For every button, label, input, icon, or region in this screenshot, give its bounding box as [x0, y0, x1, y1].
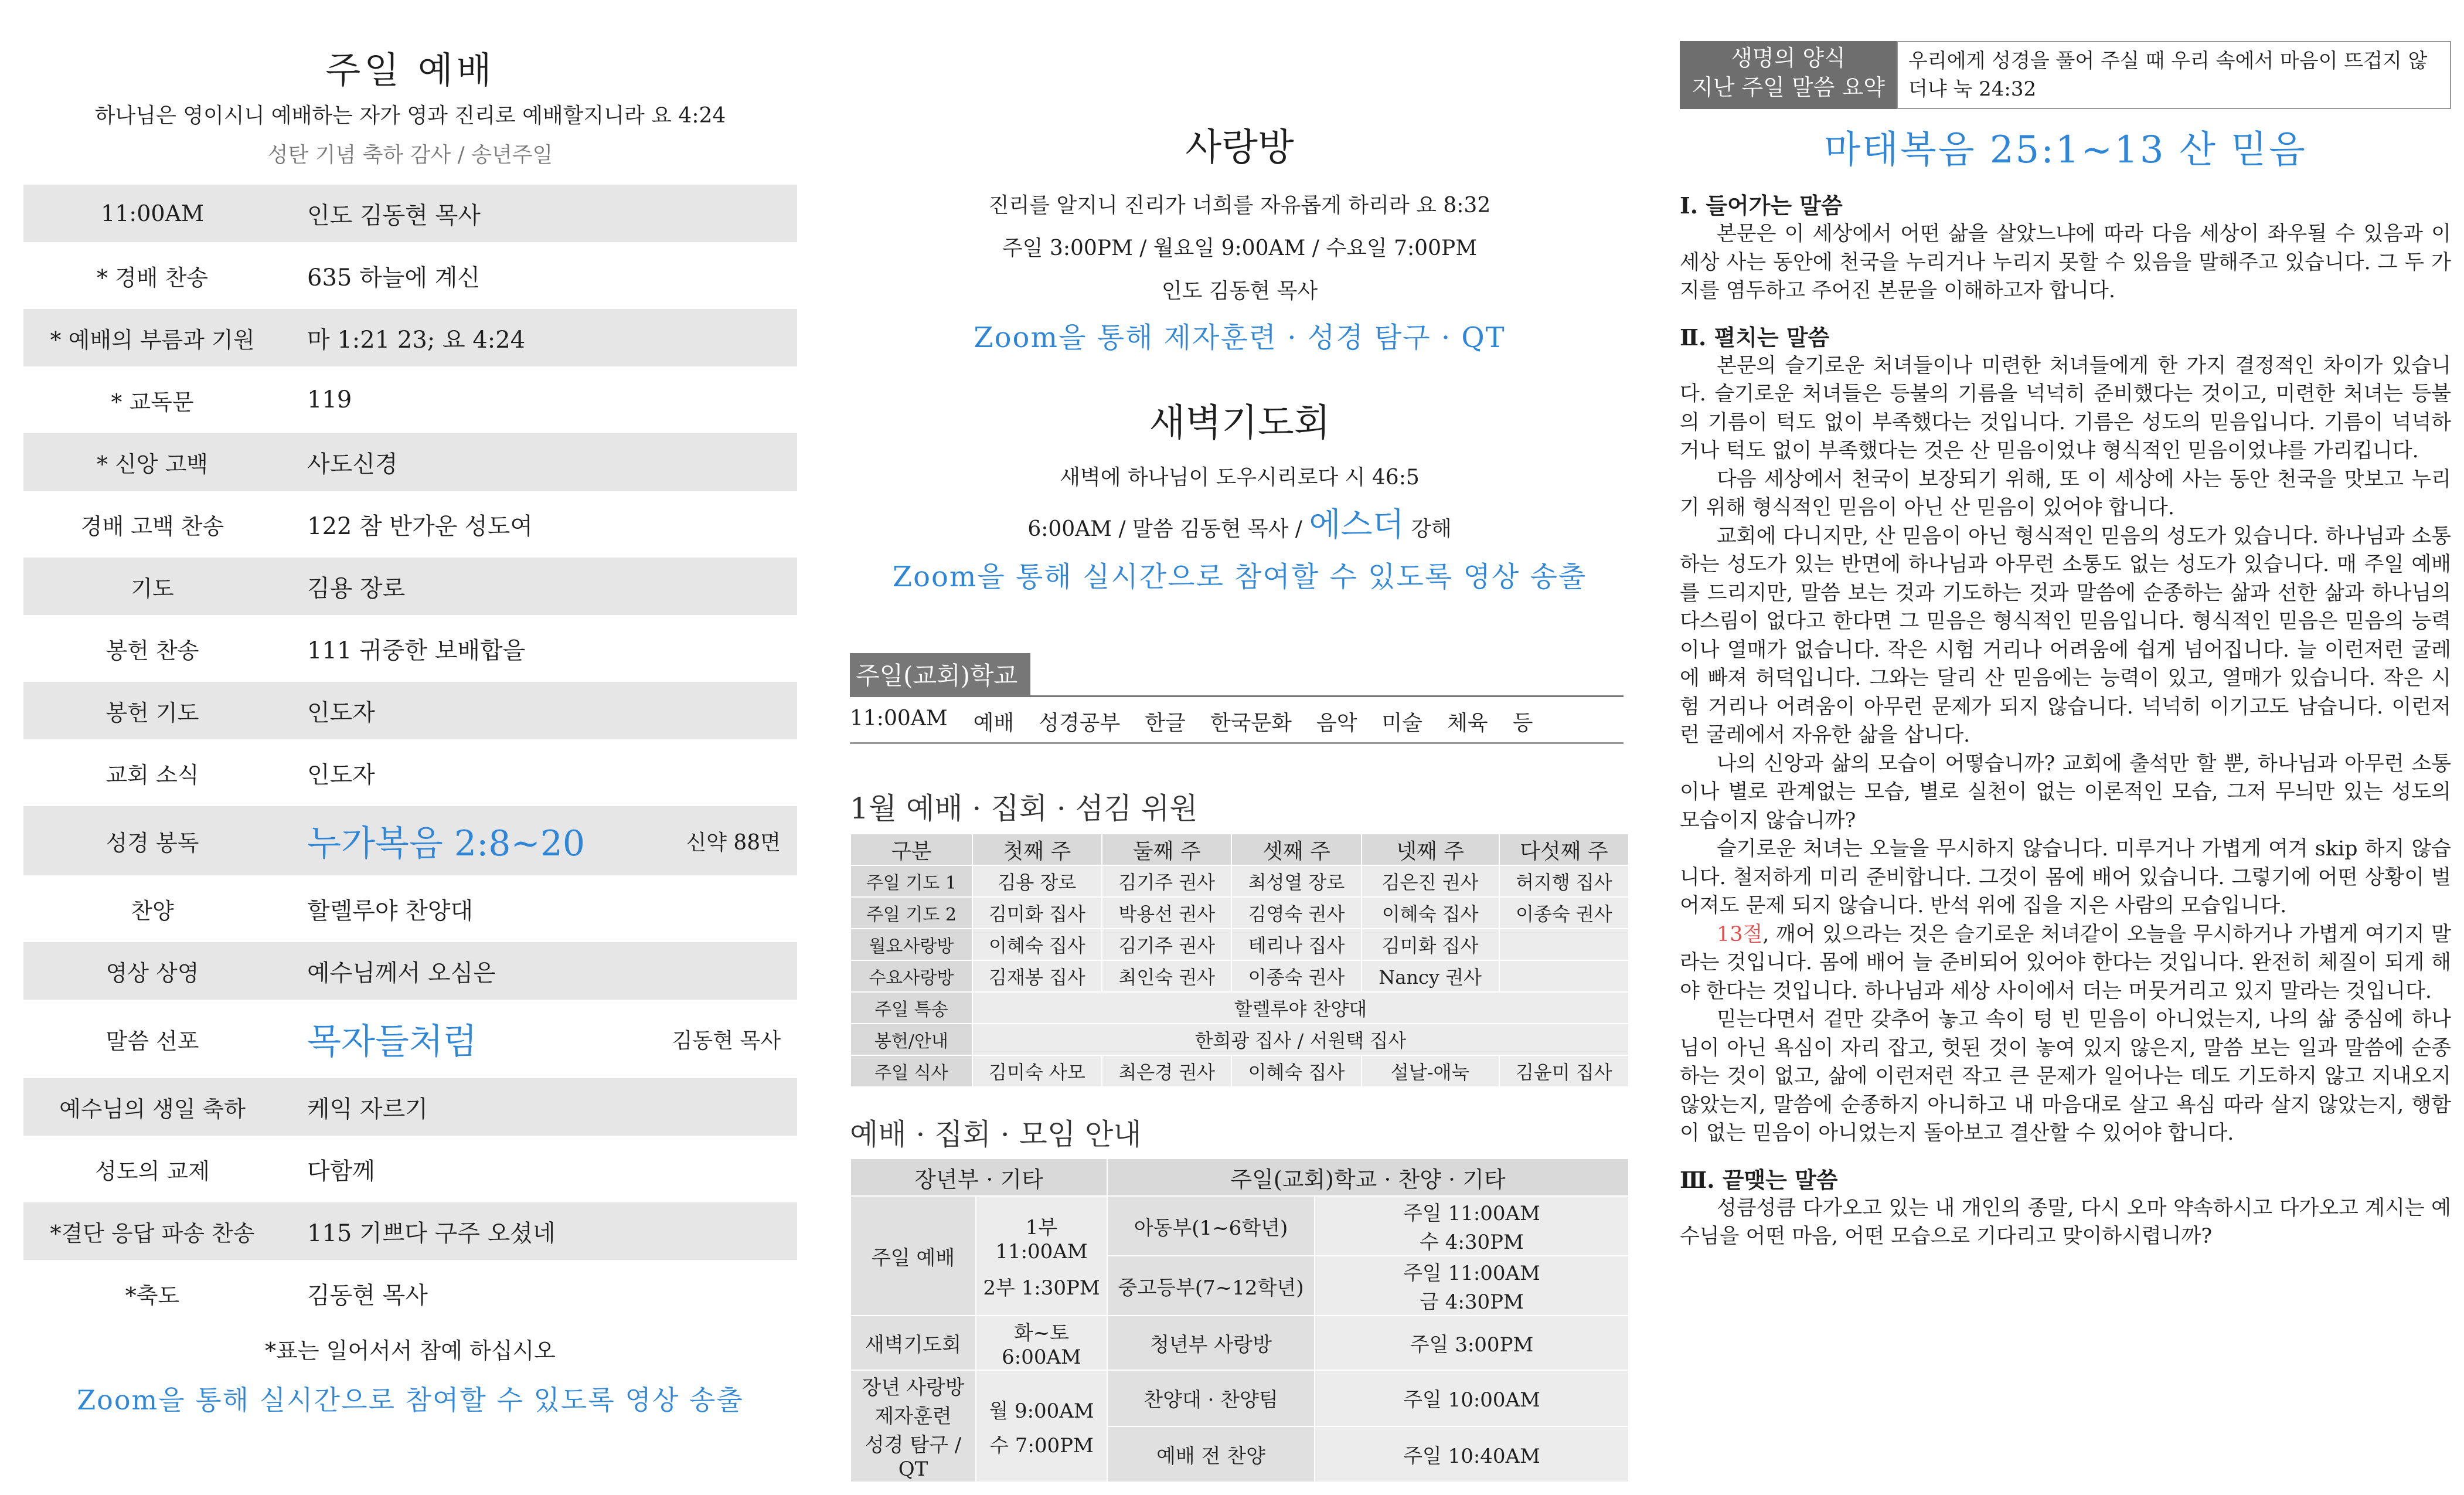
guide-row: [850, 1316, 1629, 1370]
duty-cell: 한희광 집사 / 서원택 집사: [972, 1024, 1629, 1055]
order-value: 김용 장로: [307, 575, 406, 602]
duty-row: [850, 865, 1629, 897]
guide-time-line: 수 4:30PM: [1420, 1231, 1524, 1254]
duty-row: [850, 929, 1629, 960]
duty-row: [850, 897, 1629, 929]
order-value: 115 기쁘다 구주 오셨네: [307, 1219, 556, 1247]
order-label: 예수님의 생일 축하: [59, 1096, 246, 1122]
standing-note: *표는 일어서서 참예 하십시오: [265, 1338, 556, 1364]
zoom-notice: Zoom을 통해 실시간으로 참여할 수 있도록 영상 송출: [77, 1384, 744, 1416]
order-value: 케익 자르기: [307, 1095, 428, 1123]
dawn-verse: 새벽에 하나님이 도우시리로다 시 46:5: [1060, 466, 1420, 490]
duty-cell: 김미숙 사모: [972, 1055, 1102, 1087]
sermon-paragraph: 나의 신앙과 삶의 모습이 어떻습니까? 교회에 출석만 할 뿐, 하나님과 아무런 소통이나 별로 관계없는 모습, 별로 실천이 없는 이론적인 모습, 그저 무늬만 있는 성도의 모습이지 않습니까?: [1680, 752, 2451, 833]
school-section: [850, 653, 1624, 744]
sermon-title: 마태복음 25:1~13 산 믿음: [1824, 128, 2307, 172]
order-value: 인도 김동현 목사: [307, 202, 481, 229]
order-row: [23, 371, 797, 429]
scripture-reading: 누가복음 2:8~20: [307, 823, 586, 864]
duty-cell: 김미화 집사: [972, 897, 1102, 929]
guide-label: 주일 예배: [850, 1196, 976, 1316]
order-label: 성경 봉독: [105, 830, 199, 856]
duty-row-label: 주일 기도 1: [850, 865, 972, 897]
guide-row: [850, 1196, 1629, 1256]
school-item: 미술: [1381, 711, 1423, 735]
order-row: [23, 433, 797, 491]
worship-column: [23, 0, 797, 1495]
order-row: [23, 495, 797, 553]
dawn-zoom: Zoom을 통해 실시간으로 참여할 수 있도록 영상 송출: [892, 560, 1587, 593]
school-tag-rule: [850, 653, 1624, 697]
worship-occasion: 성탄 기념 축하 감사 / 송년주일: [267, 143, 553, 167]
guide-time: 주일 10:40AM: [1315, 1426, 1629, 1483]
duty-row-label: 주일 기도 2: [850, 897, 972, 929]
duty-row: [850, 1055, 1629, 1087]
sermon-paragraph: 성큼성큼 다가오고 있는 내 개인의 종말, 다시 오마 약속하시고 다가오고 계시는 예수님을 어떤 마음, 어떤 모습으로 기다리고 맞이하시렵니까?: [1680, 1196, 2451, 1248]
school-bottom-rule: [850, 742, 1624, 744]
duty-cell: 설날-애눅: [1362, 1055, 1499, 1087]
order-row: [23, 682, 797, 739]
order-value: 인도자: [307, 761, 375, 789]
order-label: 영상 상영: [105, 960, 199, 986]
sermon-header-line: 지난 주일 말씀 요약: [1692, 74, 1885, 100]
order-value: 마 1:21 23; 요 4:24: [307, 326, 526, 354]
duty-cell: 이혜숙 집사: [1362, 897, 1499, 929]
order-row: [23, 1140, 797, 1198]
order-value: 635 하늘에 계신: [307, 264, 480, 291]
duty-cell: 할렐루야 찬양대: [972, 992, 1629, 1024]
duty-cell: 김기주 권사: [1102, 865, 1231, 897]
duty-header: 셋째 주: [1231, 834, 1361, 865]
order-row: [23, 309, 797, 366]
order-label: 11:00AM: [101, 201, 204, 226]
sarangbang-times: 주일 3:00PM / 월요일 9:00AM / 수요일 7:00PM: [1002, 236, 1478, 260]
guide-time: [1315, 1196, 1629, 1256]
verse-ref: 13절: [1717, 922, 1763, 946]
sermon-paragraph: 본문의 슬기로운 처녀들이나 미련한 처녀들에게 한 가지 결정적인 차이가 있습니다. 슬기로운 처녀들은 등불의 기름을 넉넉히 준비했다는 것이고, 미련한 처녀는 등불의 기름이 턱도 없이 부족했다는 것입니다. 기름은 성도의 믿음입니다. 기름이 넉넉하거나 턱도 없이 부족했다는 것은 산 믿음이었냐 형식적인 믿음이었냐를 가리킵니다.: [1680, 354, 2451, 463]
sermon-header: [1680, 41, 2451, 109]
duty-cell: 이혜숙 집사: [1231, 1055, 1361, 1087]
school-item: 한글: [1145, 711, 1186, 735]
order-value: 김동현 목사: [307, 1282, 428, 1309]
order-label: 기도: [131, 575, 174, 602]
duty-cell: 김미화 집사: [1362, 929, 1499, 960]
duty-cell: 이종숙 권사: [1231, 960, 1361, 992]
order-row: [23, 942, 797, 1000]
duty-header-row: [850, 834, 1629, 865]
order-label: *축도: [125, 1282, 180, 1309]
duty-cell: 최은경 권사: [1102, 1055, 1231, 1087]
dawn-time-suffix: 강해: [1411, 517, 1452, 541]
guide-row: [850, 1370, 1629, 1426]
sermon-column: [1680, 0, 2451, 1495]
section-heading: Ⅲ. 끝맺는 말씀: [1680, 1166, 1838, 1193]
section-heading: Ⅱ. 펼치는 말씀: [1680, 324, 1830, 351]
guide-time-line: 주일 11:00AM: [1403, 1202, 1540, 1225]
guide-time: 화~토 6:00AM: [976, 1316, 1107, 1370]
worship-title: 주일 예배: [325, 49, 495, 91]
sermon-paragraph: 본문은 이 세상에서 어떤 삶을 살았느냐에 따라 다음 세상이 좌우될 수 있음과 이 세상 사는 동안에 천국을 누리거나 누리지 못할 수 있음을 말해주고 있습니다. 그 두 가지를 염두하고 주어진 본문을 이해하고자 합니다.: [1680, 222, 2451, 303]
sermon-paragraph: 슬기로운 처녀는 오늘을 무시하지 않습니다. 미루거나 가볍게 여겨 skip 하지 않습니다. 철저하게 미리 준비합니다. 그것이 몸에 배어 있습니다. 그렇기에 어떤 상황이 벌어져도 문제 되지 않습니다. 반석 위에 집을 지은 사람의 모습입니다.: [1680, 837, 2451, 918]
order-value: 111 귀중한 보배합을: [307, 637, 526, 664]
duty-cell: 김용 장로: [972, 865, 1102, 897]
guide-label: [850, 1370, 976, 1482]
sermon-header-line: 생명의 양식: [1731, 45, 1846, 71]
school-tag: 주일(교회)학교: [850, 653, 1030, 695]
sermon-paragraph-13: [1680, 920, 2451, 1006]
order-label: 봉헌 찬송: [105, 637, 199, 664]
dawn-time-prefix: 6:00AM / 말씀 김동현 목사 /: [1027, 517, 1302, 541]
order-value: 사도신경: [307, 450, 398, 478]
school-item: 한국문화: [1210, 711, 1292, 735]
guide-time-line: 주일 11:00AM: [1403, 1262, 1540, 1285]
guide-label-line: 성경 탐구 / QT: [865, 1433, 962, 1481]
guide-time-line: 금 4:30PM: [1420, 1290, 1524, 1314]
duty-cell: [1499, 960, 1629, 992]
guide-header: 장년부 · 기타: [850, 1158, 1107, 1196]
dawn-time: [850, 499, 1629, 546]
duty-cell: 김재봉 집사: [972, 960, 1102, 992]
order-row: [23, 247, 797, 304]
guide-time: 주일 10:00AM: [1315, 1370, 1629, 1426]
meetings-column: [850, 0, 1629, 1495]
order-row: [23, 880, 797, 937]
school-item: 성경공부: [1039, 711, 1121, 735]
order-value: 다함께: [307, 1157, 375, 1185]
duty-cell: [1499, 929, 1629, 960]
order-row: [23, 1004, 797, 1073]
duty-header: 둘째 주: [1102, 834, 1231, 865]
sarangbang-leader: 인도 김동현 목사: [1161, 279, 1318, 303]
order-label: 경배 고백 찬송: [80, 513, 224, 539]
dawn-book: 에스더: [1309, 506, 1404, 544]
guide-time-line: 2부 1:30PM: [983, 1276, 1100, 1300]
scripture-page: 신약 88면: [686, 830, 781, 855]
duty-header: 구분: [850, 834, 972, 865]
dawn-title: 새벽기도회: [1149, 402, 1330, 445]
order-label: 교회 소식: [105, 762, 199, 788]
order-row: [23, 1265, 797, 1322]
order-value: 인도자: [307, 699, 375, 726]
order-label: * 예배의 부름과 기원: [50, 327, 255, 353]
order-label: 찬양: [131, 898, 174, 924]
guide-label: 아동부(1~6학년): [1107, 1196, 1315, 1256]
order-row: [23, 806, 797, 875]
school-item: 11:00AM: [850, 706, 948, 730]
duty-cell: 김영숙 권사: [1231, 897, 1361, 929]
section-heading: Ⅰ. 들어가는 말씀: [1680, 192, 1843, 219]
order-row: [23, 744, 797, 801]
order-label: * 신앙 고백: [97, 451, 208, 477]
order-row: [23, 185, 797, 242]
duty-table: [850, 833, 1629, 1088]
order-row: [23, 620, 797, 677]
order-label: 성도의 교제: [95, 1158, 210, 1184]
order-of-service: [23, 185, 797, 1322]
guide-label-line: 제자훈련: [874, 1405, 952, 1428]
duty-header: 첫째 주: [972, 834, 1102, 865]
guide-header: 주일(교회)학교 · 찬양 · 기타: [1107, 1158, 1629, 1196]
sermon-header-label: [1680, 41, 1897, 109]
school-item: 등: [1512, 711, 1533, 735]
duty-cell: 최성열 장로: [1231, 865, 1361, 897]
order-label: * 경배 찬송: [97, 264, 208, 291]
sermon-title-today: 목자들처럼: [307, 1021, 477, 1062]
duty-cell: 박용선 권사: [1102, 897, 1231, 929]
duty-cell: 최인숙 권사: [1102, 960, 1231, 992]
school-subjects: [850, 706, 1624, 736]
guide-time-line: 1부 11:00AM: [995, 1216, 1088, 1263]
guide-time: [976, 1370, 1107, 1482]
guide-time: [1315, 1256, 1629, 1316]
guide-time: [976, 1196, 1107, 1316]
order-value: 119: [307, 386, 352, 413]
duty-cell: 김기주 권사: [1102, 929, 1231, 960]
order-label: * 교독문: [111, 389, 194, 415]
sarangbang-title: 사랑방: [1185, 126, 1294, 169]
duty-cell: 테리나 집사: [1231, 929, 1361, 960]
order-label: *결단 응답 파송 찬송: [50, 1220, 255, 1246]
duty-cell: 이종숙 권사: [1499, 897, 1629, 929]
guide-label-line: 장년 사랑방: [862, 1376, 965, 1399]
duty-row: [850, 960, 1629, 992]
worship-verse: 하나님은 영이시니 예배하는 자가 영과 진리로 예배할지니라 요 4:24: [94, 104, 726, 128]
sermon-header-verse: 우리에게 성경을 풀어 주실 때 우리 속에서 마음이 뜨겁지 않더냐 눅 24:32: [1897, 41, 2451, 109]
guide-time-line: 수 7:00PM: [989, 1433, 1094, 1457]
duty-row-label: 수요사랑방: [850, 960, 972, 992]
duty-header: 다섯째 주: [1499, 834, 1629, 865]
duty-cell: 이혜숙 집사: [972, 929, 1102, 960]
guide-title: 예배 · 집회 · 모임 안내: [850, 1117, 1142, 1151]
order-label: 봉헌 기도: [105, 699, 199, 726]
order-label: 말씀 선포: [105, 1028, 199, 1054]
duty-header: 넷째 주: [1362, 834, 1499, 865]
duty-row-label: 월요사랑방: [850, 929, 972, 960]
order-row: [23, 1078, 797, 1136]
preacher: 김동현 목사: [672, 1028, 781, 1053]
order-value: 예수님께서 오심은: [307, 959, 496, 987]
duty-cell: 김윤미 집사: [1499, 1055, 1629, 1087]
guide-table: [850, 1158, 1629, 1483]
duty-row: [850, 992, 1629, 1024]
duty-row-label: 봉헌/안내: [850, 1024, 972, 1055]
school-item: 체육: [1447, 711, 1488, 735]
duty-row-label: 주일 식사: [850, 1055, 972, 1087]
guide-header-row: [850, 1158, 1629, 1196]
guide-time-line: 월 9:00AM: [989, 1399, 1094, 1423]
sarangbang-zoom: Zoom을 통해 제자훈련 · 성경 탐구 · QT: [974, 321, 1506, 354]
guide-label: 새벽기도회: [850, 1316, 976, 1370]
guide-label: 청년부 사랑방: [1107, 1316, 1315, 1370]
duty-title: 1월 예배 · 집회 · 섬김 위원: [850, 791, 1198, 825]
guide-label: 찬양대 · 찬양팀: [1107, 1370, 1315, 1426]
order-row: [23, 558, 797, 615]
sarangbang-verse: 진리를 알지니 진리가 너희를 자유롭게 하리라 요 8:32: [988, 193, 1491, 218]
school-item: 예배: [973, 711, 1015, 735]
duty-row-label: 주일 특송: [850, 992, 972, 1024]
guide-time: 주일 3:00PM: [1315, 1316, 1629, 1370]
sermon-paragraph: 믿는다면서 겉만 갖추어 놓고 속이 텅 빈 믿음이 아니었는지, 나의 삶 중심에 하나님이 아닌 욕심이 자리 잡고, 헛된 것이 놓여 있지 않은지, 말씀 보는 일과 말씀에 순종하는 것이 없고, 삶에 이런저런 작고 큰 문제가 일어나는 데도 기도하지 않고 지내오지 않았는지, 말씀에 순종하지 아니하고 내 마음대로 살고 욕심 따라 살지 않았는지, 행함이 없는 믿음이 아니었는지 돌아보고 결산할 수 있어야 합니다.: [1680, 1008, 2451, 1145]
guide-label: 중고등부(7~12학년): [1107, 1256, 1315, 1316]
sermon-paragraph-text: , 깨어 있으라는 것은 슬기로운 처녀같이 오늘을 무시하거나 가볍게 여기지 말라는 것입니다. 몸에 배어 늘 준비되어 있어야 한다는 것입니다. 완전히 체질이 되게 해야 한다는 것입니다. 하나님과 세상 사이에서 더는 머뭇거리고 있지 말라는 것입니다.: [1680, 922, 2451, 1003]
duty-row: [850, 1024, 1629, 1055]
order-value: 할렐루야 찬양대: [307, 897, 474, 925]
duty-cell: 허지행 집사: [1499, 865, 1629, 897]
guide-label: 예배 전 찬양: [1107, 1426, 1315, 1483]
duty-cell: Nancy 권사: [1362, 960, 1499, 992]
duty-cell: 김은진 권사: [1362, 865, 1499, 897]
sermon-paragraph: 다음 세상에서 천국이 보장되기 위해, 또 이 세상에 사는 동안 천국을 맛보고 누리기 위해 형식적인 믿음이 아닌 산 믿음이 있어야 합니다.: [1680, 467, 2451, 519]
order-row: [23, 1202, 797, 1260]
school-item: 음악: [1316, 711, 1357, 735]
order-value: 122 참 반가운 성도여: [307, 512, 533, 540]
sermon-paragraph: 교회에 다니지만, 산 믿음이 아닌 형식적인 믿음의 성도가 있습니다. 하나님과 소통하는 성도가 있는 반면에 하나님과 아무런 소통도 없는 성도가 있습니다. 매 주일 예배를 드리지만, 말씀 보는 것과 기도하는 것과 말씀에 순종하는 삶과 선한 삶과 하나님의 다스림이 없다고 한다면 그 믿음은 형식적인 믿음입니다. 형식적인 믿음은 믿음의 능력이나 열매가 없습니다. 작은 시험 거리나 어려움에 쉽게 넘어집니다. 늘 이런저런 굴레에 빠져 허덕입니다. 그와는 달리 산 믿음에는 능력이 있고, 열매가 있습니다. 작은 시험 거리나 어려움이 아무런 문제가 되지 않습니다. 넉넉히 이기고도 남습니다. 이런저런 굴레에서 자유한 삶을 삽니다.: [1680, 524, 2451, 747]
